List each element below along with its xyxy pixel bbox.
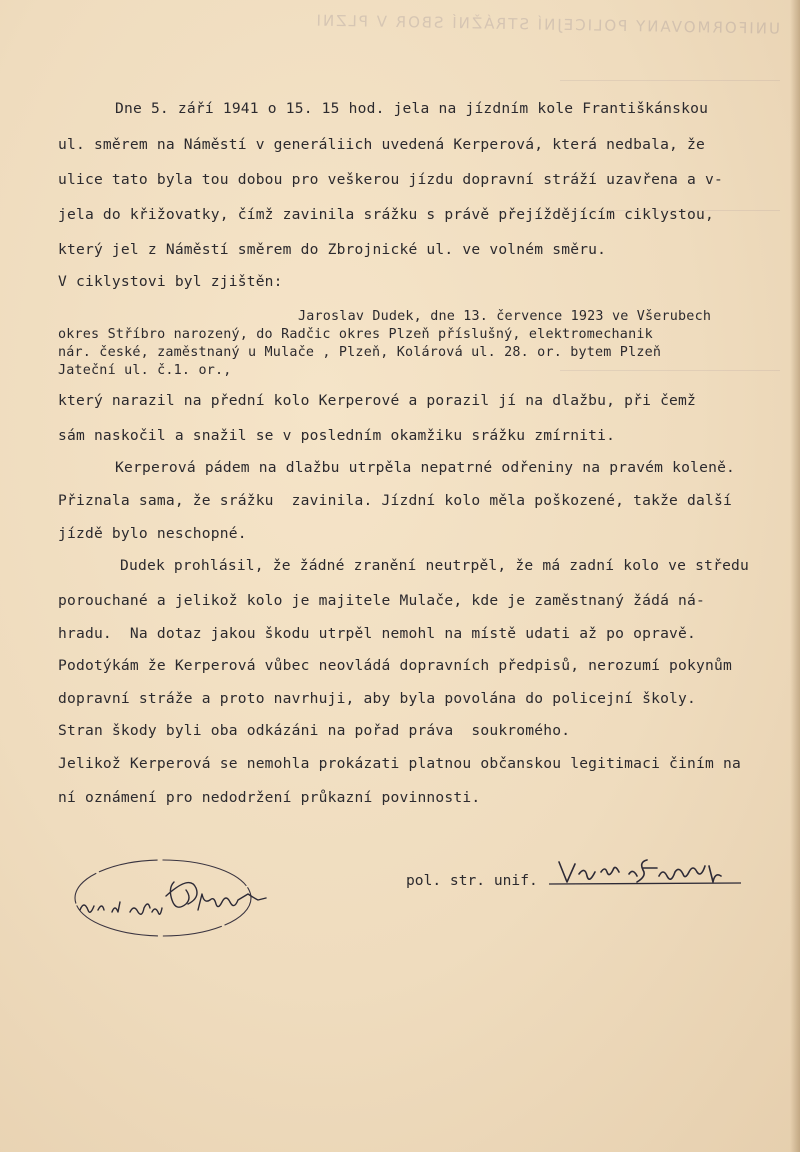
text-line: sám naskočil a snažil se v posledním okamžiku srážku zmírniti. (58, 427, 616, 444)
text-line: dopravní stráže a proto navrhuji, aby byla povolána do policejní školy. (58, 690, 697, 707)
text-line: hradu. Na dotaz jakou škodu utrpěl nemohl na místě udati až po opravě. (58, 625, 697, 642)
page-edge-shadow (790, 0, 800, 1152)
text-line: okres Stříbro narozený, do Radčic okres Plzeň příslušný, elektromechanik (58, 327, 653, 342)
text-line: Kerperová pádem na dlažbu utrpěla nepatrné odřeniny na pravém koleně. (115, 459, 736, 476)
signature-label: pol. str. unif. (406, 872, 538, 889)
text-line: nár. české, zaměstnaný u Mulače , Plzeň, Kolárová ul. 28. or. bytem Plzeň (58, 345, 662, 360)
text-line: Dudek prohlásil, že žádné zranění neutrpěl, že má zadní kolo ve středu (120, 557, 750, 574)
text-line: ulice tato byla tou dobou pro veškerou jízdu dopravní stráží uzavřena a v- (58, 171, 723, 188)
bleed-through-rule (560, 80, 780, 81)
text-line: Stran škody byli oba odkázáni na pořad práva soukromého. (58, 722, 571, 739)
bleed-through-text: UNIFORMOVANY POLICEJNÍ STRÁŽNÍ SBOR V PLZNI (314, 11, 781, 38)
officer-signature (545, 856, 745, 890)
text-line: V ciklystovi byl zjištěn: (58, 273, 283, 290)
text-line: který narazil na přední kolo Kerperové a porazil jí na dlažbu, při čemž (58, 392, 697, 409)
text-line: porouchané a jelikož kolo je majitele Mulače, kde je zaměstnaný žádá ná- (58, 592, 706, 609)
text-line: který jel z Náměstí směrem do Zbrojnické ul. ve volném směru. (58, 241, 607, 258)
text-line: Jaroslav Dudek, dne 13. července 1923 ve Všerubech (298, 309, 712, 324)
text-line: Přiznala sama, že srážku zavinila. Jízdní kolo měla poškozené, takže další (58, 492, 732, 509)
kohout-signature (68, 852, 298, 952)
text-line: Jelikož Kerperová se nemohla prokázati platnou občanskou legitimaci činím na (58, 755, 741, 772)
text-line: ní oznámení pro nedodržení průkazní povinnosti. (58, 789, 481, 806)
text-line: Dne 5. září 1941 o 15. 15 hod. jela na jízdním kole Františkánskou (115, 100, 709, 117)
text-line: ul. směrem na Náměstí v generáliich uvedená Kerperová, která nedbala, že (58, 136, 706, 153)
bleed-through-rule (560, 370, 780, 371)
text-line: jela do křižovatky, čímž zavinila srážku s právě přejíždějícím ciklystou, (58, 206, 714, 223)
text-line: jízdě bylo neschopné. (58, 525, 247, 542)
text-line: Jateční ul. č.1. or., (58, 363, 232, 378)
text-line: Podotýkám že Kerperová vůbec neovládá dopravních předpisů, nerozumí pokynům (58, 657, 732, 674)
